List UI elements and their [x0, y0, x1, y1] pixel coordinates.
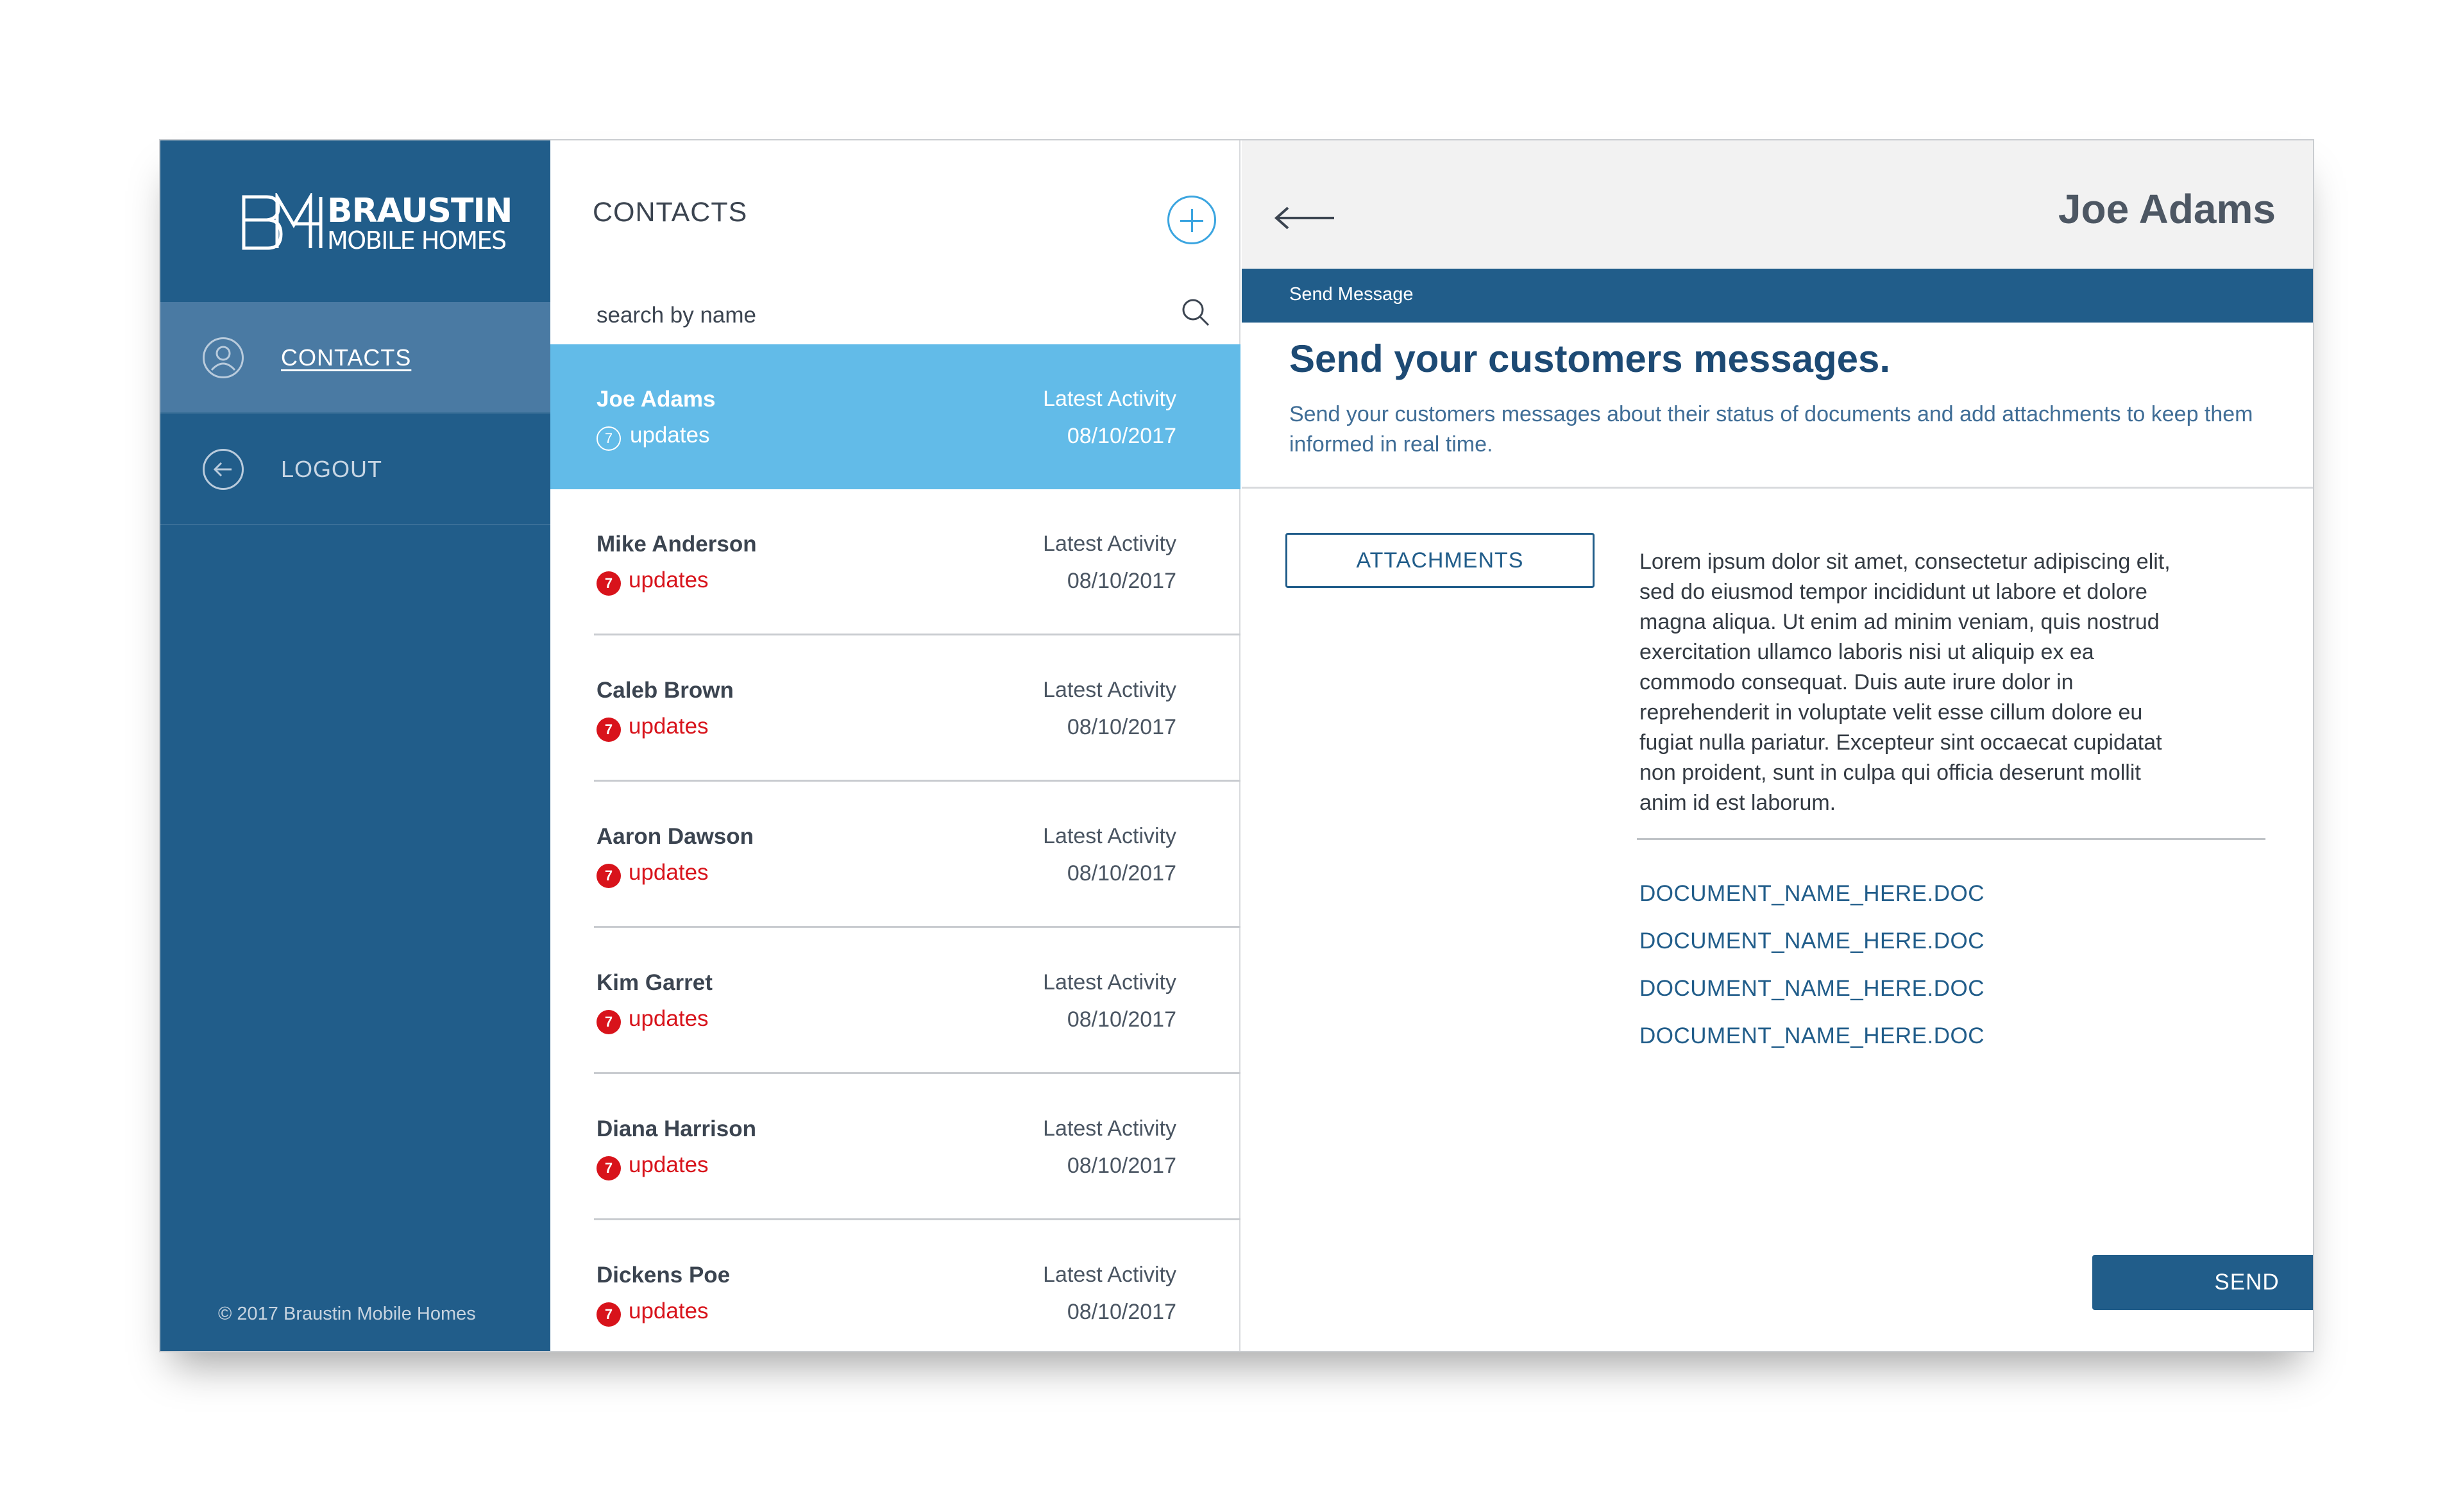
- activity-label: Latest Activity: [1043, 970, 1176, 995]
- activity-date: 08/10/2017: [1067, 1300, 1176, 1324]
- logout-arrow-icon: [203, 449, 244, 490]
- updates-badge: 7: [597, 426, 621, 451]
- activity-date: 08/10/2017: [1067, 861, 1176, 886]
- attachments-button[interactable]: ATTACHMENTS: [1285, 533, 1595, 588]
- contact-row[interactable]: [594, 1220, 1240, 1352]
- updates-label: updates: [629, 1152, 709, 1177]
- updates-badge: 7: [597, 1010, 621, 1034]
- updates-label: updates: [629, 714, 709, 739]
- activity-label: Latest Activity: [1043, 824, 1176, 848]
- contact-row[interactable]: [594, 928, 1240, 1074]
- contact-row[interactable]: [594, 782, 1240, 928]
- sidebar-item-logout[interactable]: [160, 414, 550, 525]
- contact-row-selected[interactable]: [550, 344, 1240, 489]
- updates-label: updates: [630, 423, 710, 448]
- activity-date: 08/10/2017: [1067, 715, 1176, 739]
- logo-monogram-icon: [241, 193, 325, 252]
- activity-date: 08/10/2017: [1067, 569, 1176, 593]
- contact-list: [550, 344, 1240, 1352]
- document-link[interactable]: DOCUMENT_NAME_HERE.DOC: [1639, 881, 1985, 906]
- brand-logo: [241, 190, 512, 255]
- search-input[interactable]: [597, 299, 1148, 332]
- updates-badge: 7: [597, 864, 621, 888]
- updates-badge: 7: [597, 571, 621, 596]
- contact-name: Joe Adams: [597, 387, 716, 412]
- contact-title: Joe Adams: [2058, 186, 2276, 232]
- section-label: Send Message: [1289, 284, 1414, 305]
- activity-label: Latest Activity: [1043, 532, 1176, 556]
- sidebar-item-label: LOGOUT: [281, 456, 383, 482]
- activity-label: Latest Activity: [1043, 1116, 1176, 1141]
- sidebar-item-label: CONTACTS: [281, 344, 412, 371]
- contact-name: Aaron Dawson: [597, 824, 754, 849]
- brand-name: BRAUSTIN: [327, 192, 512, 230]
- message-panel: [1242, 140, 2314, 1351]
- contacts-panel: [550, 140, 1240, 1351]
- page-headline: Send your customers messages.: [1289, 337, 1891, 380]
- page-subtext: Send your customers messages about their status of documents and add attachments to keep them informed in real time.: [1289, 402, 2253, 457]
- divider: [1242, 487, 2314, 489]
- app-window: [159, 139, 2314, 1352]
- copyright: © 2017 Braustin Mobile Homes: [218, 1304, 476, 1324]
- contact-row[interactable]: [594, 635, 1240, 782]
- document-list: [1639, 870, 1985, 1060]
- contact-row[interactable]: [594, 489, 1240, 635]
- document-link[interactable]: DOCUMENT_NAME_HERE.DOC: [1639, 928, 1985, 953]
- brand-subname: MOBILE HOMES: [327, 226, 506, 255]
- contact-name: Diana Harrison: [597, 1116, 756, 1141]
- contact-name: Dickens Poe: [597, 1263, 731, 1288]
- search-icon[interactable]: [1176, 293, 1215, 332]
- detail-header: [1242, 140, 2314, 269]
- send-button[interactable]: SEND: [2092, 1255, 2314, 1310]
- contact-row[interactable]: [594, 1074, 1240, 1220]
- sidebar-item-contacts[interactable]: [160, 302, 550, 414]
- activity-date: 08/10/2017: [1067, 424, 1176, 448]
- contacts-title: CONTACTS: [593, 197, 748, 228]
- section-bar: [1242, 269, 2314, 323]
- updates-label: updates: [629, 567, 709, 592]
- updates-label: updates: [629, 1298, 709, 1323]
- updates-label: updates: [629, 1006, 709, 1031]
- message-body[interactable]: Lorem ipsum dolor sit amet, consectetur adipiscing elit, sed do eiusmod tempor incididunt ut labore et dolore magna aliqua. Ut enim ad minim veniam, quis nostrud exercitation ullamco laboris nisi ut aliquip ex ea commodo consequat. Duis aute irure dolor in reprehenderit in voluptate velit esse cillum dolore eu fugiat nulla pariatur. Excepteur sint occaecat cupidatat non proident, sunt in culpa qui officia deserunt mollit anim id est laborum.: [1639, 550, 2171, 815]
- updates-badge: 7: [597, 718, 621, 742]
- sidebar: [160, 140, 550, 1351]
- updates-badge: 7: [597, 1156, 621, 1180]
- updates-badge: 7: [597, 1302, 621, 1327]
- user-icon: [203, 337, 244, 378]
- activity-date: 08/10/2017: [1067, 1154, 1176, 1178]
- back-arrow-icon[interactable]: [1273, 202, 1337, 234]
- updates-label: updates: [629, 860, 709, 885]
- activity-date: 08/10/2017: [1067, 1007, 1176, 1032]
- activity-label: Latest Activity: [1043, 678, 1176, 702]
- contact-name: Kim Garret: [597, 970, 713, 995]
- contact-name: Caleb Brown: [597, 678, 734, 703]
- activity-label: Latest Activity: [1043, 387, 1176, 411]
- divider: [1637, 838, 2265, 840]
- contact-name: Mike Anderson: [597, 532, 757, 557]
- document-link[interactable]: DOCUMENT_NAME_HERE.DOC: [1639, 976, 1985, 1001]
- activity-label: Latest Activity: [1043, 1263, 1176, 1287]
- document-link[interactable]: DOCUMENT_NAME_HERE.DOC: [1639, 1023, 1985, 1048]
- add-contact-button[interactable]: [1167, 196, 1216, 244]
